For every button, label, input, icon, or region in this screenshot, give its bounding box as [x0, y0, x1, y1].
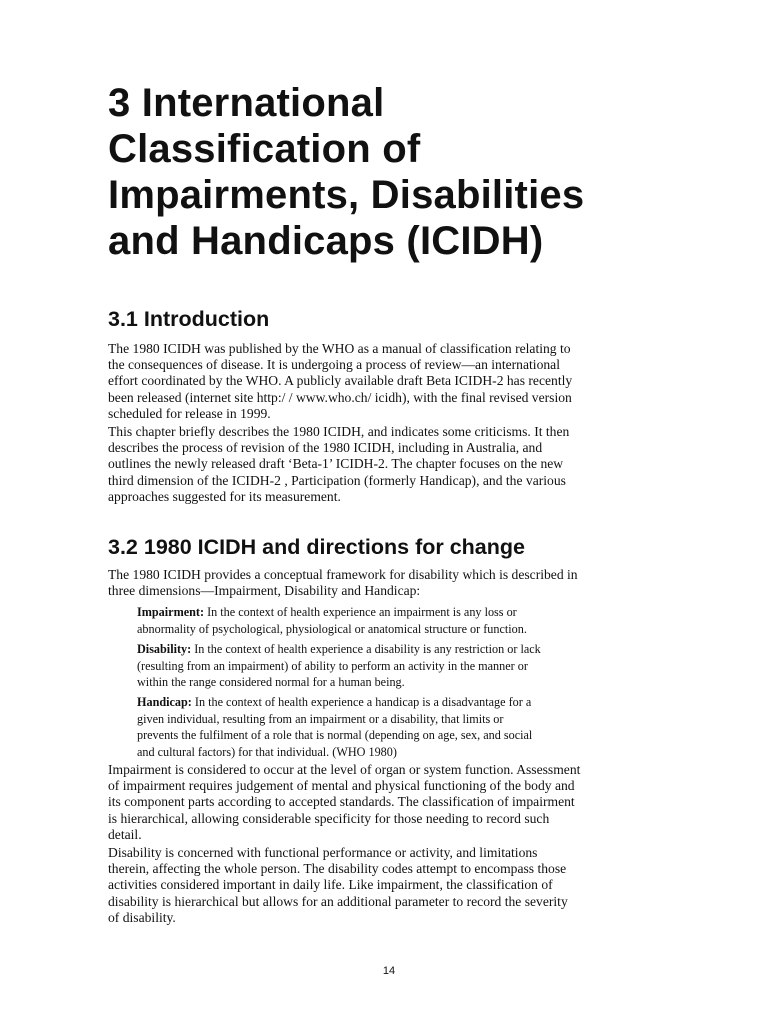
definition-text: In the context of health experience a handicap is a disadvantage for a — [191, 695, 532, 709]
text-line: approaches suggested for its measurement. — [108, 488, 341, 504]
text-line: Disability is concerned with functional performance or activity, and limitations — [108, 845, 538, 860]
text-line: abnormality of psychological, physiological or anatomical structure or function. — [137, 621, 527, 636]
text-line — [137, 641, 541, 658]
text-line: within the range considered normal for a human being. — [137, 675, 405, 689]
disability-paragraph — [108, 845, 568, 926]
section-heading-icidh-change: 3.2 1980 ICIDH and directions for change — [108, 535, 525, 559]
chapter-title-line: Impairments, Disabilities — [108, 173, 585, 217]
definition-term: Disability: — [137, 642, 192, 656]
text-line: third dimension of the ICIDH-2 , Participation (formerly Handicap), and the various — [108, 472, 566, 488]
intro-paragraph-1 — [108, 341, 572, 422]
text-line: therein, affecting the whole person. The disability codes attempt to encompass those — [108, 861, 567, 877]
chapter-title-line: Classification of — [108, 127, 421, 171]
impairment-paragraph — [108, 762, 580, 843]
text-line: The 1980 ICIDH was published by the WHO as a manual of classification relating to — [108, 341, 571, 356]
text-line: and cultural factors) for that individual. (WHO 1980) — [137, 744, 397, 759]
definition-text: In the context of health experience an impairment is any loss or — [204, 605, 517, 619]
text-line: The 1980 ICIDH provides a conceptual framework for disability which is described in — [108, 567, 578, 582]
definition-term: Impairment: — [137, 605, 205, 619]
text-line: been released (internet site http:/ / www.who.ch/ icidh), with the final revised version — [108, 389, 572, 405]
text-line: outlines the newly released draft ‘Beta-1’ ICIDH-2. The chapter focuses on the new — [108, 456, 564, 472]
text-line: scheduled for release in 1999. — [108, 405, 271, 421]
section-heading-introduction: 3.1 Introduction — [108, 307, 270, 331]
chapter-title-line: 3 International — [108, 81, 385, 125]
text-line: disability is hierarchical but allows for an additional parameter to record the severity — [108, 893, 568, 909]
text-line: of impairment requires judgement of mental and physical functioning of the body and — [108, 778, 575, 794]
text-line: detail. — [108, 826, 142, 842]
text-line: prevents the fulfilment of a role that is normal (depending on age, sex, and social — [137, 728, 533, 742]
intro-paragraph-2 — [108, 424, 569, 505]
text-line: three dimensions—Impairment, Disability and Handicap: — [108, 583, 421, 599]
text-line — [137, 604, 527, 621]
definition-disability — [137, 641, 541, 691]
text-line: (resulting from an impairment) of ability to perform an activity in the manner or — [137, 658, 528, 673]
chapter-title-line: and Handicaps (ICIDH) — [108, 219, 544, 263]
definition-text: In the context of health experience a disability is any restriction or lack — [191, 642, 541, 656]
text-line: This chapter briefly describes the 1980 ICIDH, and indicates some criticisms. It then — [108, 424, 570, 439]
text-line: given individual, resulting from an impairment or a disability, that limits or — [137, 711, 504, 726]
text-line: the consequences of disease. It is undergoing a process of review—an international — [108, 357, 560, 373]
text-line: activities considered important in daily life. Like impairment, the classification of — [108, 877, 553, 893]
text-line: describes the process of revision of the 1980 ICIDH, including in Australia, and — [108, 440, 543, 456]
page-number: 14 — [382, 965, 396, 977]
text-line: of disability. — [108, 909, 176, 925]
text-line: is hierarchical, allowing considerable specificity for those needing to record such — [108, 810, 550, 826]
definition-term: Handicap: — [137, 695, 192, 709]
definition-handicap — [137, 694, 532, 760]
text-line: effort coordinated by the WHO. A publicly available draft Beta ICIDH-2 has recently — [108, 373, 573, 389]
text-line: its component parts according to accepted standards. The classification of impairment — [108, 794, 575, 810]
text-line: Impairment is considered to occur at the level of organ or system function. Assessment — [108, 762, 581, 777]
definition-impairment — [137, 604, 527, 637]
framework-paragraph — [108, 567, 578, 599]
chapter-title — [108, 80, 708, 264]
text-line — [137, 694, 532, 711]
